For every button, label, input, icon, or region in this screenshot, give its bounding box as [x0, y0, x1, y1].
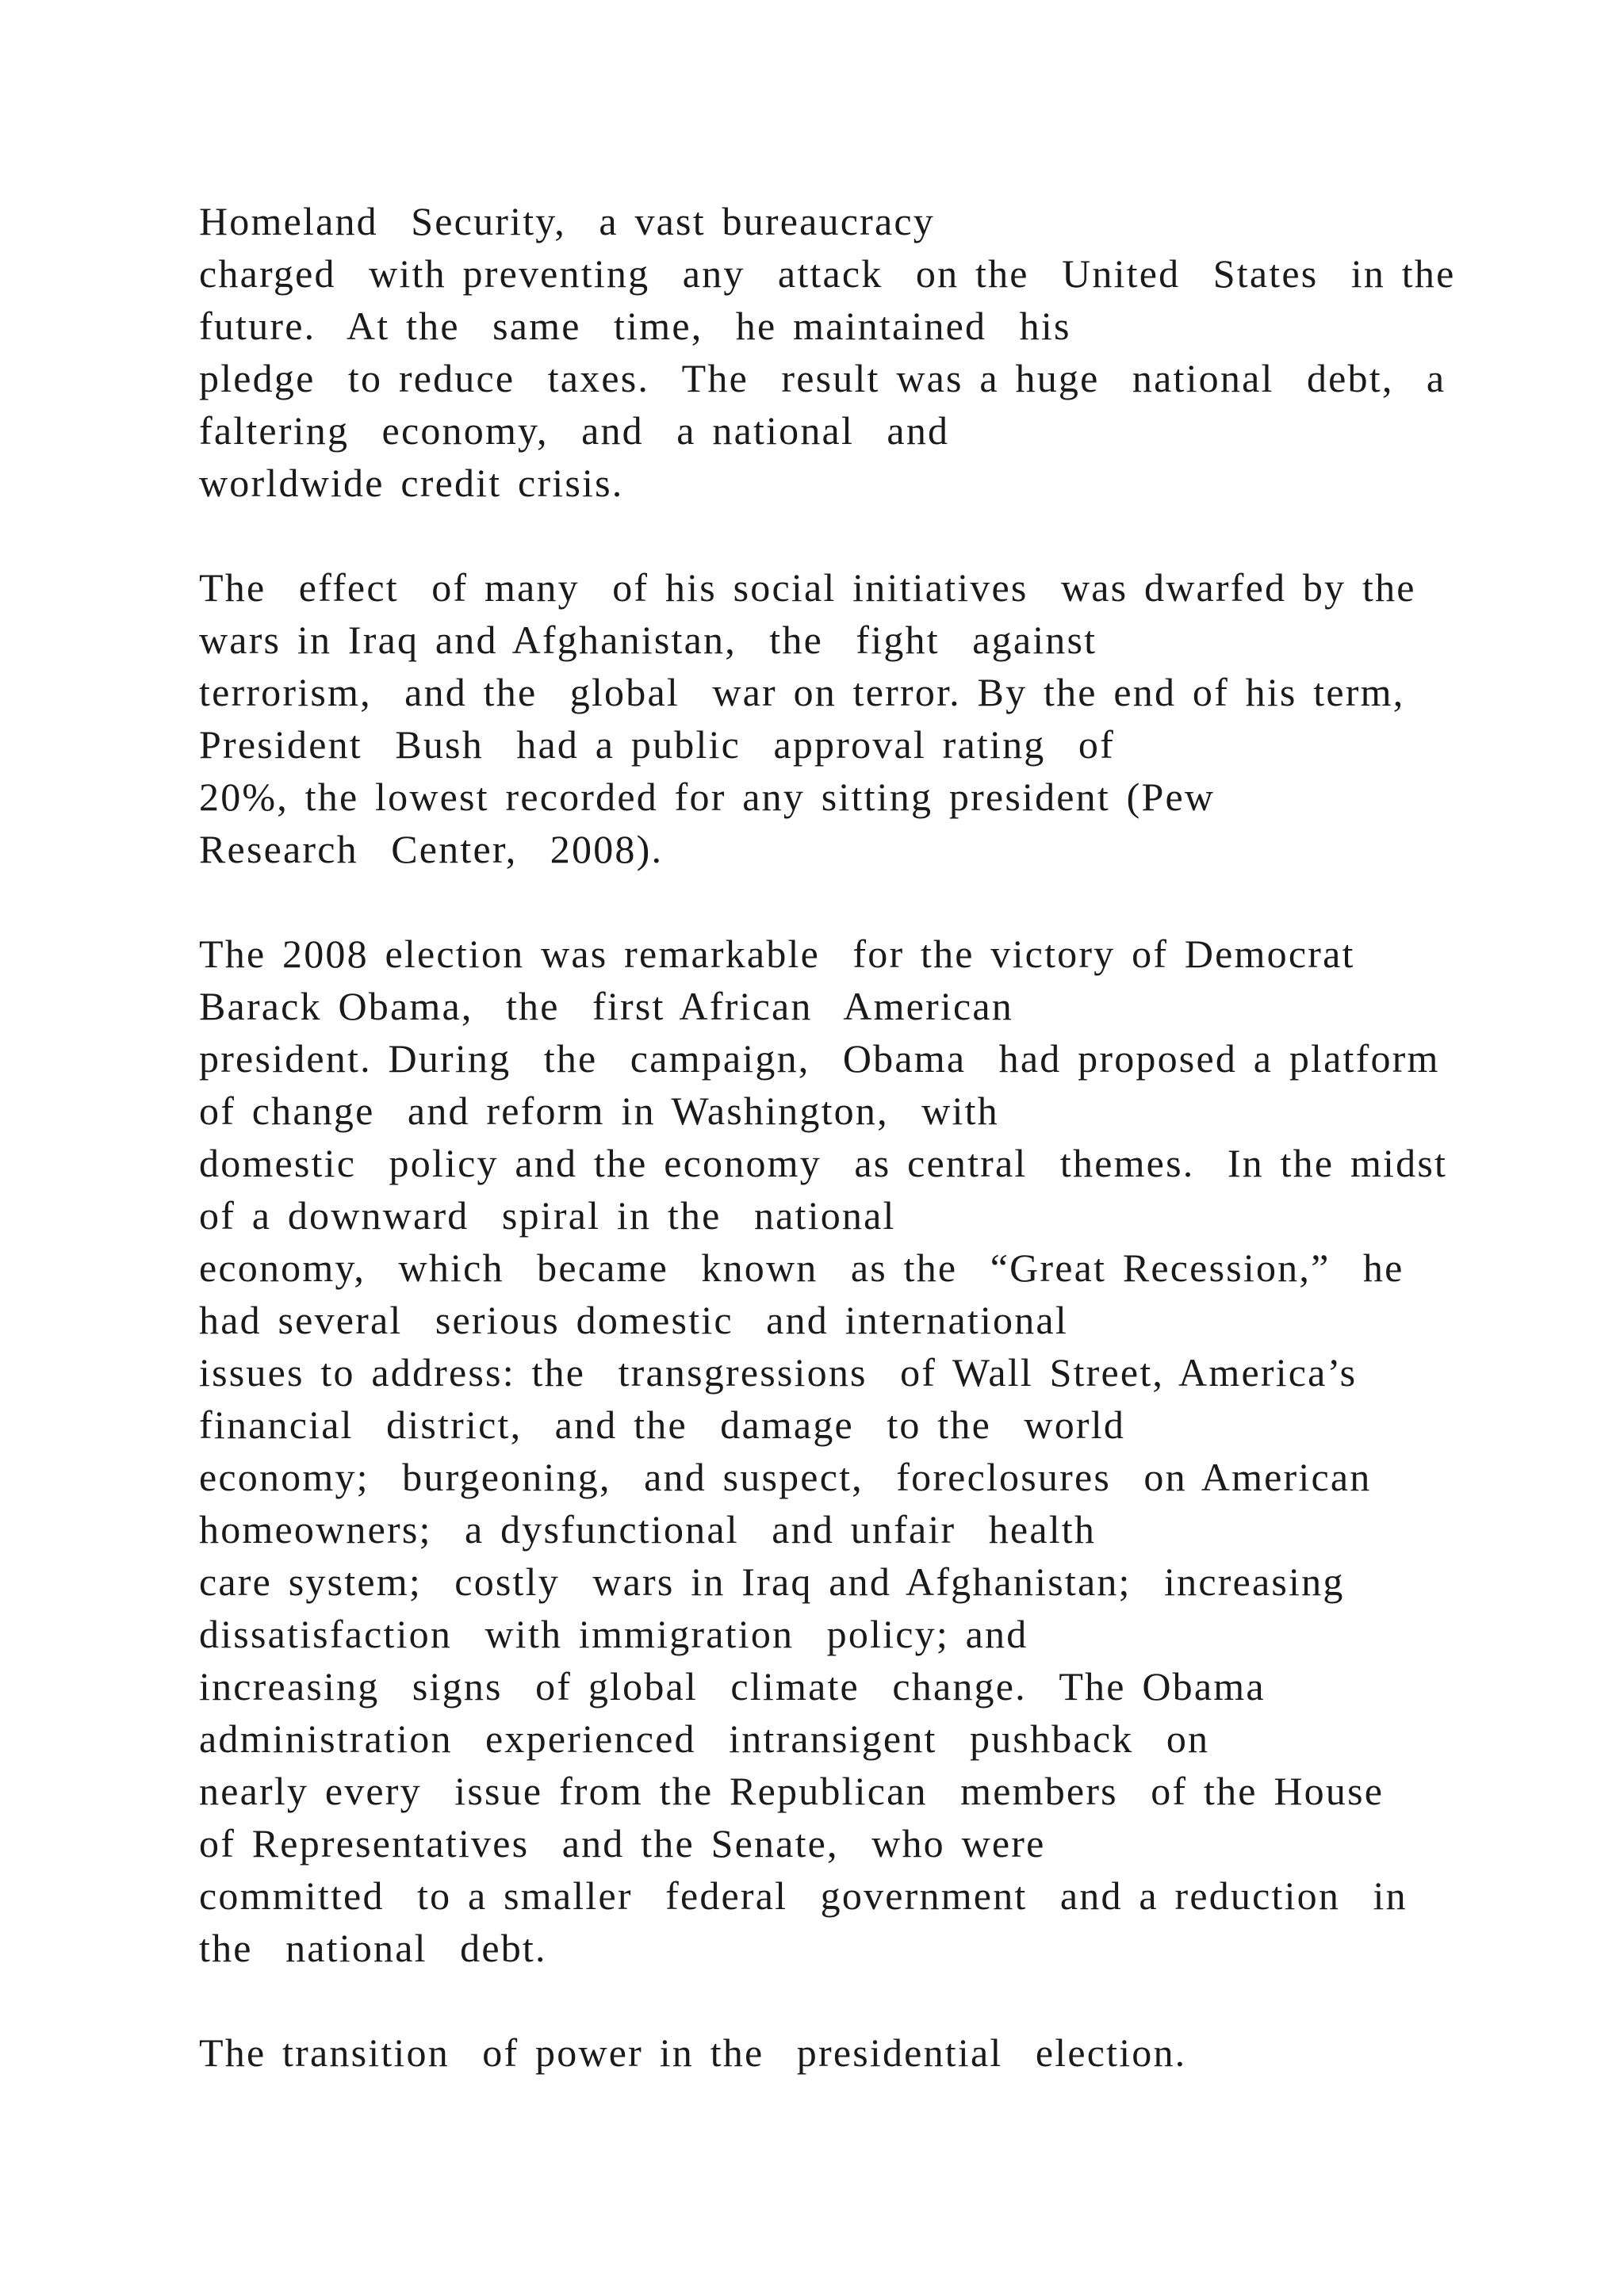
text-line: increasing signs of global climate change. The Obama [199, 1664, 1266, 1709]
text-line: dissatisfaction with immigration policy; and [199, 1612, 1028, 1656]
text-line: future. At the same time, he maintained his [199, 304, 1071, 348]
text-line: of change and reform in Washington, with [199, 1089, 999, 1133]
text-line: 20%, the lowest recorded for any sitting president (Pew [199, 775, 1216, 819]
paragraph-transition-of-power [199, 2026, 1500, 2079]
text-line: issues to address: the transgressions of Wall Street, America’s [199, 1350, 1358, 1395]
text-line: The 2008 election was remarkable for the victory of Democrat [199, 932, 1355, 976]
text-line: committed to a smaller federal government and a reduction in [199, 1873, 1408, 1918]
text-line: Research Center, 2008). [199, 827, 664, 871]
text-line: faltering economy, and a national and [199, 408, 950, 453]
text-line: financial district, and the damage to the world [199, 1402, 1126, 1447]
text-line: economy, which became known as the “Great Recession,” he [199, 1246, 1404, 1290]
text-line: care system; costly wars in Iraq and Afghanistan; increasing [199, 1559, 1345, 1604]
body-text [199, 195, 1500, 2131]
text-line: nearly every issue from the Republican members of the House [199, 1769, 1385, 1813]
text-line: domestic policy and the economy as central themes. In the midst [199, 1141, 1448, 1185]
text-line: The effect of many of his social initiatives was dwarfed by the [199, 565, 1416, 610]
text-line: of Representatives and the Senate, who were [199, 1821, 1046, 1866]
text-line: Homeland Security, a vast bureaucracy [199, 199, 935, 243]
text-line: The transition of power in the presidential election. [199, 2030, 1187, 2075]
text-line: pledge to reduce taxes. The result was a huge national debt, a [199, 356, 1446, 400]
text-line: terrorism, and the global war on terror. By the end of his term, [199, 670, 1405, 714]
text-line: charged with preventing any attack on the United States in the [199, 251, 1456, 296]
text-line: President Bush had a public approval rating of [199, 722, 1115, 767]
text-line: of a downward spiral in the national [199, 1193, 896, 1238]
text-line: the national debt. [199, 1926, 547, 1970]
paragraph-2008-election [199, 928, 1500, 1974]
text-line: administration experienced intransigent pushback on [199, 1716, 1210, 1761]
text-line: Barack Obama, the first African American [199, 984, 1013, 1028]
text-line: had several serious domestic and international [199, 1298, 1068, 1342]
text-line: wars in Iraq and Afghanistan, the fight against [199, 618, 1097, 662]
text-line: worldwide credit crisis. [199, 461, 624, 505]
paragraph-homeland-security [199, 195, 1500, 509]
text-line: economy; burgeoning, and suspect, foreclosures on American [199, 1455, 1372, 1499]
paragraph-social-initiatives [199, 561, 1500, 875]
text-line: homeowners; a dysfunctional and unfair health [199, 1507, 1097, 1552]
text-line: president. During the campaign, Obama had proposed a platform [199, 1036, 1440, 1081]
